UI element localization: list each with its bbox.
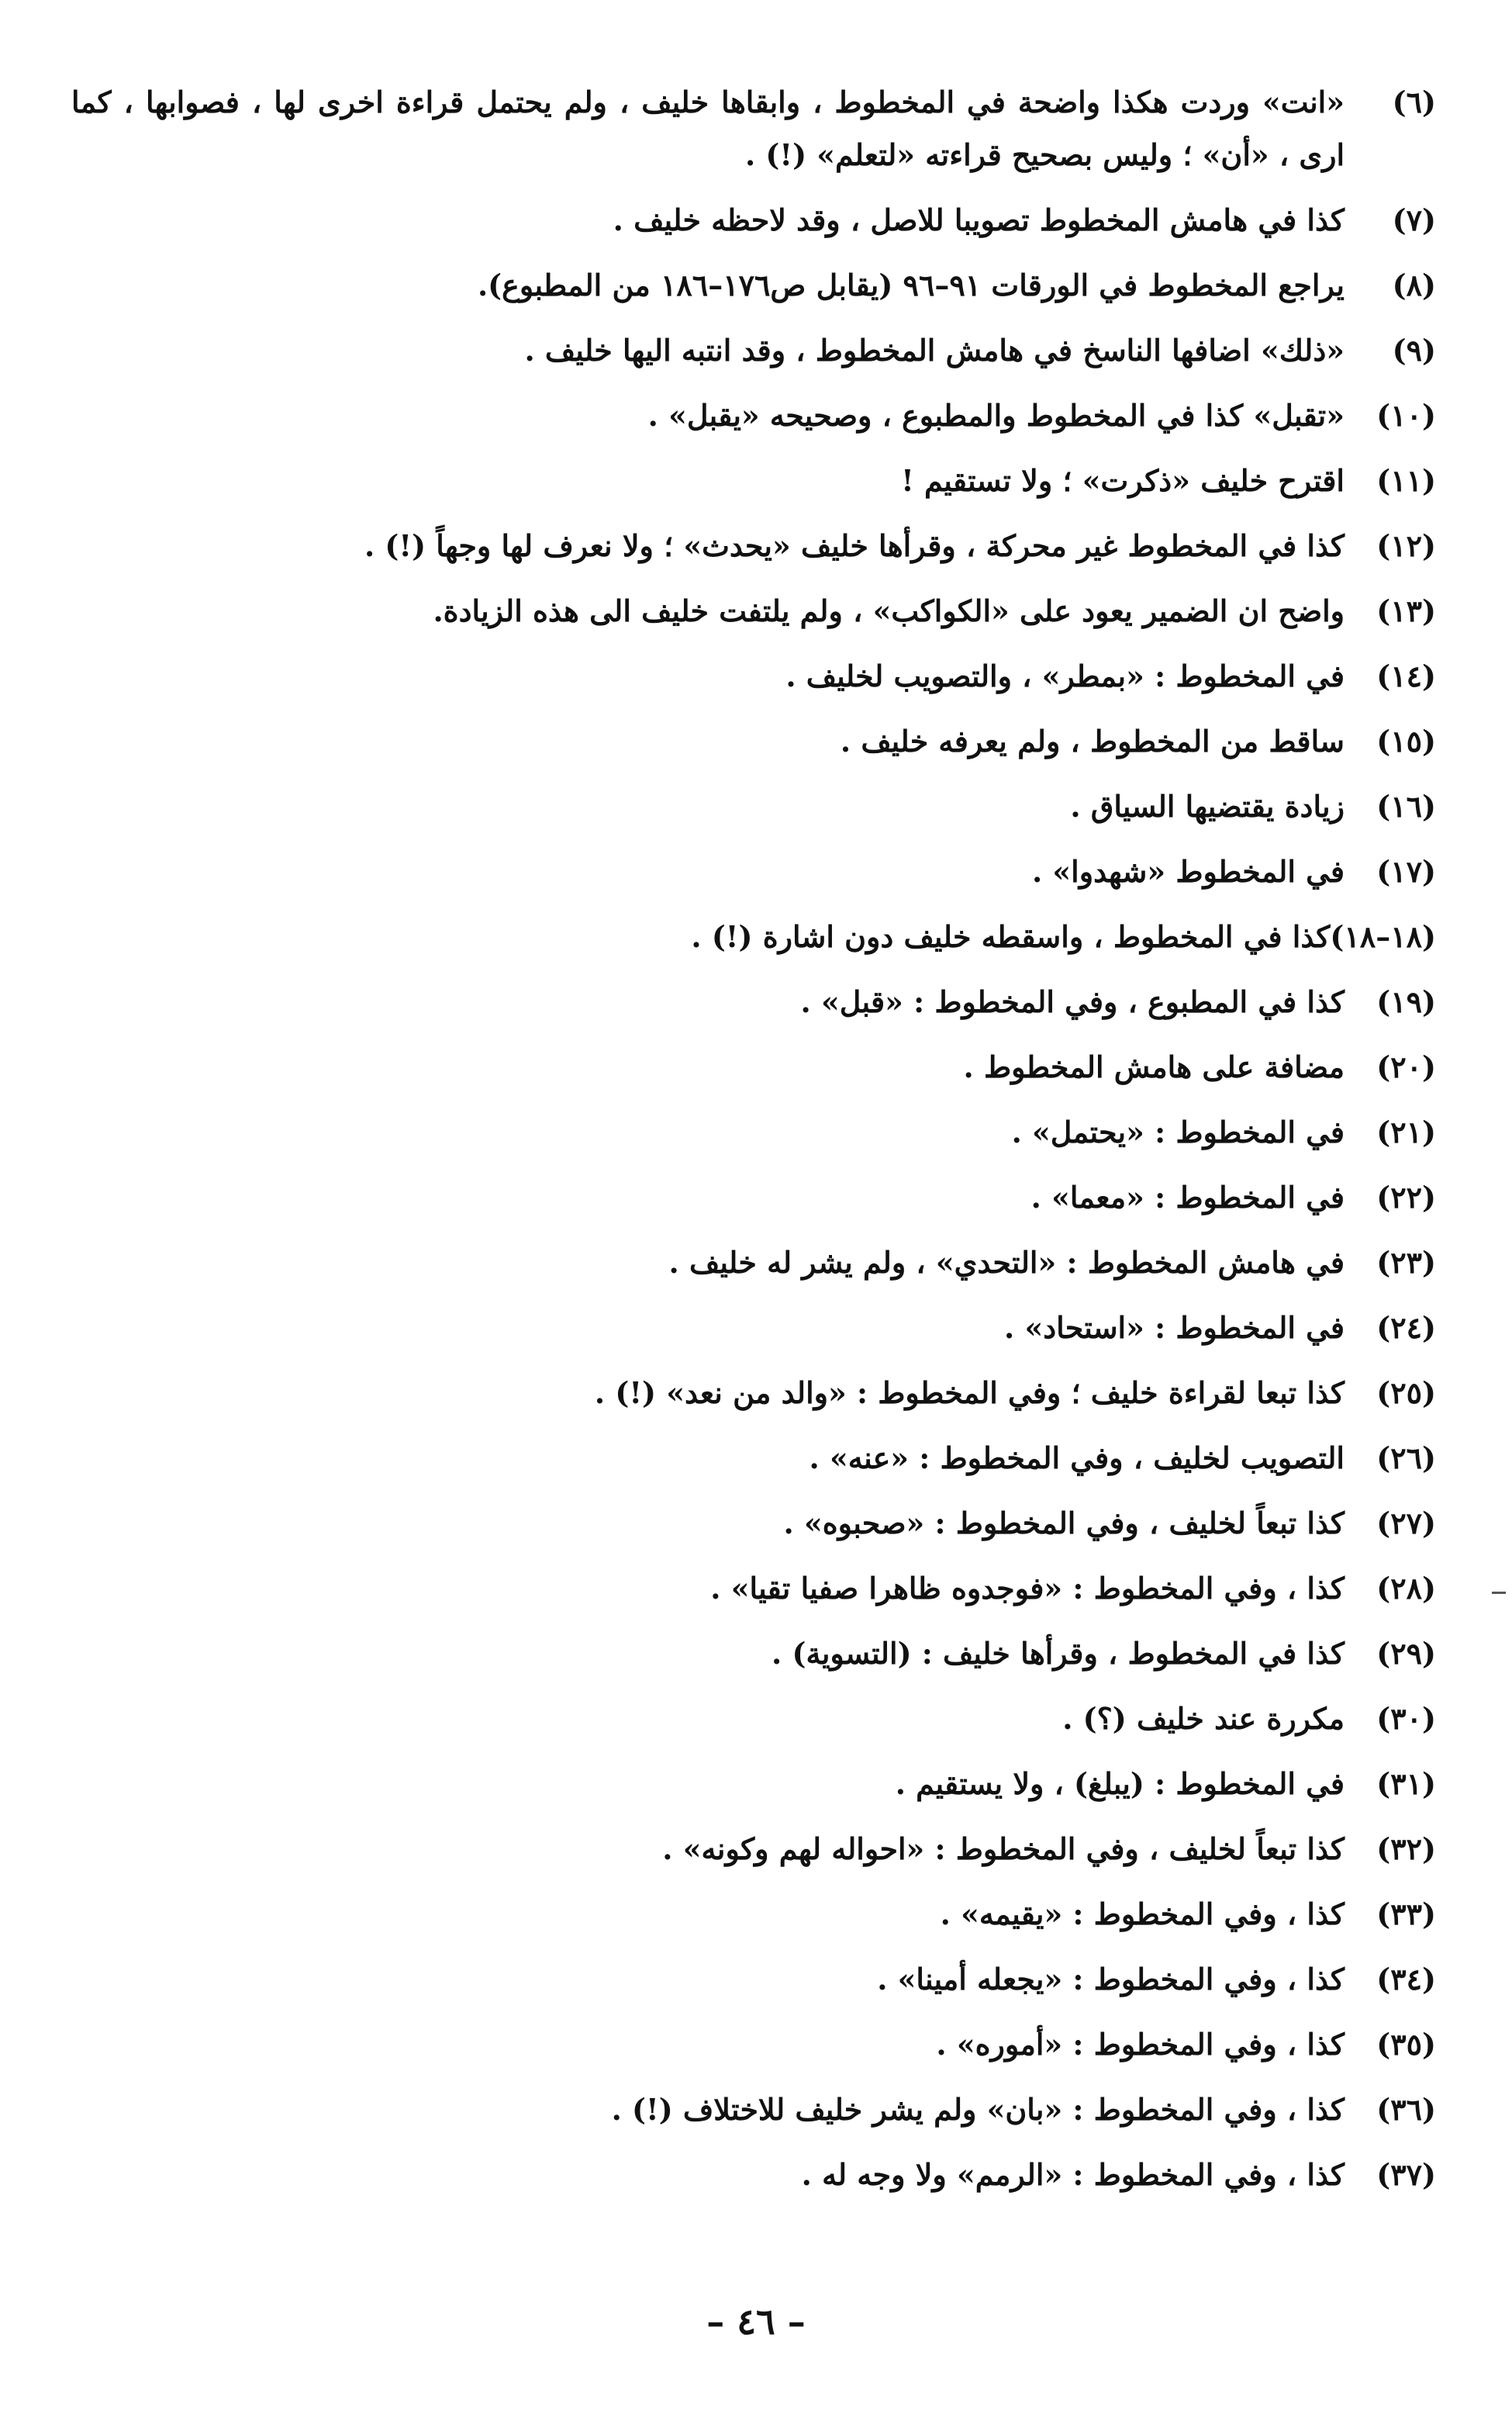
- footnote-text: كذا تبعا لقراءة خليف ؛ وفي المخطوط : «والد من نعد» (!) .: [594, 1375, 1345, 1410]
- footnote-number: (٢٣): [1376, 1245, 1436, 1280]
- footnote-number: (٣٥): [1376, 2027, 1436, 2062]
- footnote-27: [71, 1497, 1436, 1550]
- footnote-number: (١٦): [1376, 789, 1436, 824]
- footnote-text: كذا في المخطوط غير محركة ، وقرأها خليف «يحدث» ؛ ولا نعرف لها وجهاً (!) .: [364, 528, 1345, 563]
- footnote-7: [71, 194, 1436, 247]
- footnote-number: (١٧): [1376, 854, 1436, 889]
- footnote-28: [71, 1562, 1436, 1615]
- footnote-text: مضافة على هامش المخطوط .: [963, 1049, 1345, 1084]
- footnote-16: [71, 780, 1436, 833]
- footnote-number: (٩): [1392, 333, 1436, 368]
- footnote-text: زيادة يقتضيها السياق .: [1070, 789, 1345, 824]
- footnote-text: واضح ان الضمير يعود على «الكواكب» ، ولم يلتفت خليف الى هذه الزيادة.: [433, 593, 1345, 628]
- footnote-29: [71, 1627, 1436, 1680]
- footnote-26: [71, 1432, 1436, 1485]
- footnote-21: [71, 1106, 1436, 1159]
- footnote-text: كذا ، وفي المخطوط : «بان» ولم يشر خليف للاختلاف (!) .: [611, 2092, 1345, 2127]
- footnote-9: [71, 324, 1436, 377]
- page-number: – ٤٦ –: [706, 2301, 806, 2342]
- footnote-34: [71, 1953, 1436, 2006]
- margin-mark: [1492, 1592, 1506, 1594]
- footnote-35: [71, 2018, 1436, 2071]
- footnote-number: (٢٦): [1376, 1440, 1436, 1475]
- footnote-31: [71, 1758, 1436, 1810]
- footnote-number: (٢٠): [1376, 1049, 1436, 1084]
- footnote-text: التصويب لخليف ، وفي المخطوط : «عنه» .: [809, 1440, 1345, 1475]
- footnote-10: [71, 389, 1436, 442]
- footnote-number: (٣٢): [1376, 1831, 1436, 1866]
- footnote-number: (١٠): [1376, 398, 1436, 433]
- footnote-text: في المخطوط «شهدوا» .: [1031, 854, 1345, 889]
- footnote-14: [71, 650, 1436, 703]
- footnote-text: في المخطوط : «بمطر» ، والتصويب لخليف .: [785, 659, 1345, 693]
- footnote-text: ساقط من المخطوط ، ولم يعرفه خليف .: [840, 724, 1345, 759]
- footnote-number: (٢٤): [1376, 1310, 1436, 1345]
- footnote-text: كذا ، وفي المخطوط : «فوجدوه ظاهرا صفيا تقيا» .: [710, 1571, 1345, 1606]
- footnote-37: [71, 2149, 1436, 2201]
- footnote-text: في المخطوط : «يحتمل» .: [1011, 1115, 1345, 1150]
- footnote-number: (٣٣): [1376, 1896, 1436, 1931]
- footnote-text: «ذلك» اضافها الناسخ في هامش المخطوط ، وقد انتبه اليها خليف .: [524, 333, 1345, 368]
- footnote-22: [71, 1171, 1436, 1224]
- footnote-15: [71, 715, 1436, 768]
- footnote-20: [71, 1041, 1436, 1094]
- footnote-6: [71, 76, 1436, 182]
- footnote-text: كذا ، وفي المخطوط : «أموره» .: [936, 2027, 1345, 2062]
- footnote-text: كذا ، وفي المخطوط : «الرمم» ولا وجه له .: [801, 2157, 1345, 2192]
- footnote-number: (١٣): [1376, 593, 1436, 628]
- footnote-32: [71, 1823, 1436, 1876]
- footnote-number: (١٨–١٨): [1330, 919, 1436, 954]
- footnote-number: (٣٠): [1376, 1701, 1436, 1736]
- footnote-text: «انت» وردت هكذا واضحة في المخطوط ، وابقاها خليف ، ولم يحتمل قراءة اخرى لها ، فصوابها ، كما ارى ، «أن» ؛ وليس بصحيح قراءته «لتعلم» (!) .: [71, 85, 1345, 172]
- footnote-24: [71, 1302, 1436, 1354]
- footnote-12: [71, 520, 1436, 572]
- footnote-number: (٦): [1392, 85, 1436, 119]
- footnote-number: (٢٨): [1376, 1571, 1436, 1606]
- footnote-number: (١٤): [1376, 659, 1436, 693]
- footnote-19: [71, 976, 1436, 1028]
- footnote-number: (١١): [1376, 463, 1436, 498]
- footnote-text: كذا تبعاً لخليف ، وفي المخطوط : «احواله لهم وكونه» .: [662, 1831, 1345, 1866]
- footnote-text: «تقبل» كذا في المخطوط والمطبوع ، وصحيحه «يقبل» .: [647, 398, 1345, 433]
- footnote-text: كذا ، وفي المخطوط : «يجعله أمينا» .: [877, 1962, 1345, 1996]
- footnote-number: (٢١): [1376, 1115, 1436, 1150]
- footnote-text: في هامش المخطوط : «التحدي» ، ولم يشر له خليف .: [668, 1245, 1345, 1280]
- footnote-33: [71, 1888, 1436, 1941]
- footnote-11: [71, 455, 1436, 507]
- footnote-text: في المخطوط : «استحاد» .: [1004, 1310, 1345, 1345]
- footnote-text: مكررة عند خليف (؟) .: [1062, 1701, 1345, 1736]
- footnote-text: في المخطوط : (يبلغ) ، ولا يستقيم .: [895, 1766, 1345, 1801]
- footnote-number: (٧): [1392, 202, 1436, 237]
- footnote-text: كذا في هامش المخطوط تصويبا للاصل ، وقد لاحظه خليف .: [613, 202, 1345, 237]
- footnote-17: [71, 845, 1436, 898]
- footnote-number: (٢٧): [1376, 1506, 1436, 1540]
- footnote-text: كذا في المخطوط ، واسقطه خليف دون اشارة (!) .: [691, 919, 1331, 954]
- footnote-30: [71, 1692, 1436, 1745]
- footnote-text: اقترح خليف «ذكرت» ؛ ولا تستقيم !: [901, 463, 1345, 498]
- footnotes-list: [71, 76, 1436, 2214]
- footnote-number: (٨): [1392, 268, 1436, 302]
- footnote-text: كذا ، وفي المخطوط : «يقيمه» .: [940, 1896, 1345, 1931]
- footnote-8: [71, 259, 1436, 312]
- footnote-number: (٢٩): [1376, 1636, 1436, 1671]
- footnote-number: (٣٧): [1376, 2157, 1436, 2192]
- footnote-number: (٣٦): [1376, 2092, 1436, 2127]
- footnote-number: (١٥): [1376, 724, 1436, 759]
- footnote-text: كذا تبعاً لخليف ، وفي المخطوط : «صحبوه» .: [783, 1506, 1345, 1540]
- footnote-18: [71, 911, 1436, 963]
- footnote-25: [71, 1367, 1436, 1419]
- footnote-number: (١٩): [1376, 984, 1436, 1019]
- footnote-number: (٢٢): [1376, 1180, 1436, 1215]
- footnote-text: في المخطوط : «معما» .: [1030, 1180, 1345, 1215]
- footnote-number: (٣١): [1376, 1766, 1436, 1801]
- footnote-number: (١٢): [1376, 528, 1436, 563]
- footnote-36: [71, 2083, 1436, 2136]
- footnote-13: [71, 585, 1436, 638]
- footnote-23: [71, 1236, 1436, 1289]
- footnote-text: كذا في المخطوط ، وقرأها خليف : (التسوية) .: [772, 1636, 1345, 1671]
- footnote-number: (٣٤): [1376, 1962, 1436, 1996]
- footnote-text: كذا في المطبوع ، وفي المخطوط : «قبل» .: [800, 984, 1345, 1019]
- footnote-number: (٢٥): [1376, 1375, 1436, 1410]
- footnote-text: يراجع المخطوط في الورقات ٩١–٩٦ (يقابل ص١٧٦–١٨٦ من المطبوع).: [477, 268, 1345, 302]
